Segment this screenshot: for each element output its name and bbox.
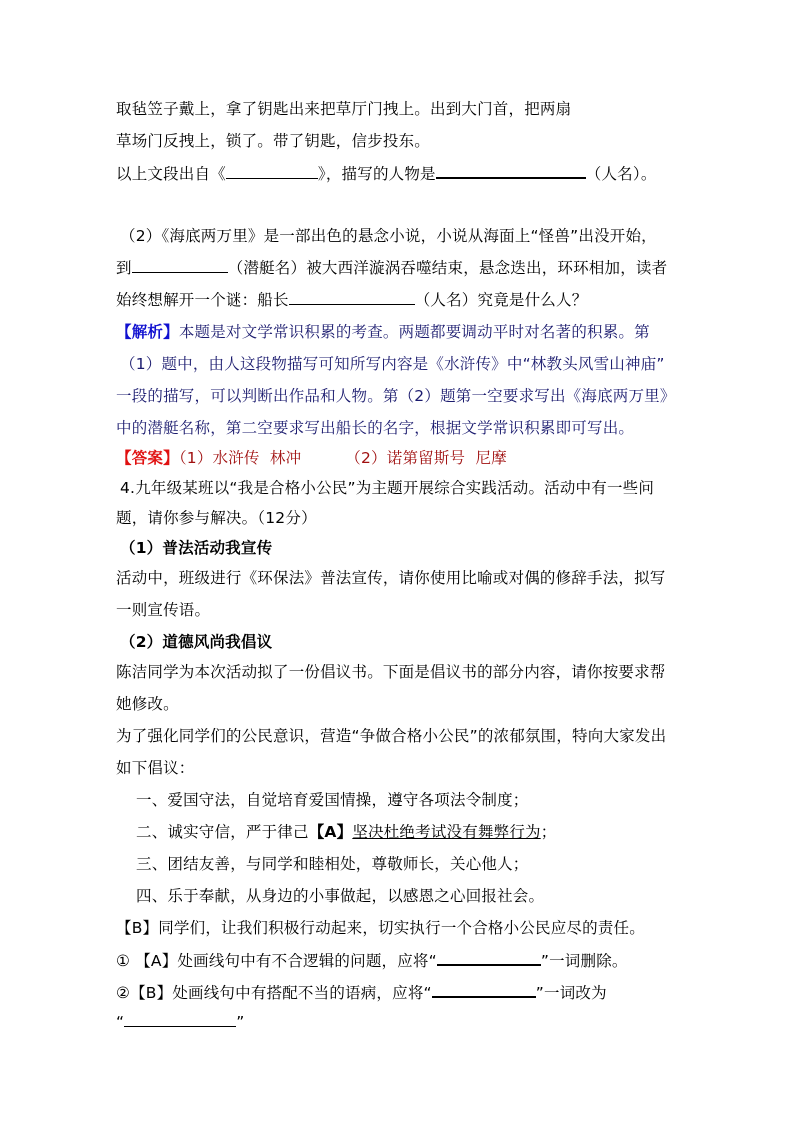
q4-sub1-line-2: 一则宣传语。 bbox=[116, 601, 211, 619]
answer-part-2: （2）诺第留斯号 尼摩 bbox=[345, 449, 507, 467]
q4-sub2-line-1: 陈洁同学为本次活动拟了一份倡议书。下面是倡议书的部分内容，请你按要求帮 bbox=[116, 663, 666, 681]
task-1-line bbox=[116, 950, 628, 971]
item2-text: 二、诚实守信，严于律己 bbox=[136, 823, 309, 841]
q4-sub2-line-2: 她修改。 bbox=[116, 695, 179, 713]
q1-prefix: 以上文段出自《 bbox=[116, 165, 226, 183]
answer-tag: 【答案】 bbox=[116, 449, 179, 467]
analysis-line-2: （1）题中，由人这段物描写可知所写内容是《水浒传》中“林教头风雪山神庙” bbox=[120, 355, 665, 373]
answer-blank-task2-original[interactable] bbox=[432, 982, 536, 998]
q4-line-1: 4.九年级某班以“我是合格小公民”为主题开展综合实践活动。活动中有一些问 bbox=[120, 479, 655, 497]
q1-suffix: （人名）。 bbox=[585, 165, 657, 183]
q2-line-2 bbox=[116, 258, 667, 278]
item2-mark: 【A】 bbox=[308, 823, 353, 841]
q4-line-2: 题，请你参与解决。（12分） bbox=[116, 509, 317, 527]
task1-prefix: ① 【A】处画线句中有不合逻辑的问题，应将“ bbox=[116, 952, 437, 970]
analysis-tag: 【解析】 bbox=[116, 323, 179, 341]
quote-close: ” bbox=[236, 1013, 245, 1031]
q2-line-1: （2）《海底两万里》是一部出色的悬念小说，小说从海面上“怪兽”出没开始， bbox=[120, 227, 657, 245]
proposal-intro-line-2: 如下倡议： bbox=[116, 759, 195, 777]
q2-prefix: 到 bbox=[116, 259, 132, 277]
answer-blank-person[interactable] bbox=[436, 163, 586, 179]
q2-suffix: （潜艇名）被大西洋漩涡吞噬结束，悬念迭出，环环相加，读者 bbox=[227, 259, 668, 277]
answer-part-1: （1）水浒传 林冲 bbox=[178, 449, 302, 467]
q4-sub1-line-1: 活动中，班级进行《环保法》普法宣传，请你使用比喻或对偶的修辞手法，拟写 bbox=[116, 569, 666, 587]
answer-blank-task1[interactable] bbox=[437, 950, 541, 966]
analysis-line-4: 中的潜艇名称，第二空要求写出船长的名字，根据文学常识积累即可写出。 bbox=[116, 419, 635, 437]
proposal-item-2 bbox=[136, 822, 556, 842]
proposal-intro-line-1: 为了强化同学们的公民意识，营造“争做合格小公民”的浓郁氛围，特向大家发出 bbox=[116, 727, 667, 745]
item2-end: ； bbox=[540, 823, 557, 841]
analysis-line-1 bbox=[116, 322, 650, 342]
task-2-line bbox=[116, 982, 607, 1003]
passage-line-2: 草场门反拽上，锁了。带了钥匙，信步投东。 bbox=[116, 132, 431, 150]
q4-sub1-title: （1）普法活动我宣传 bbox=[120, 539, 273, 557]
proposal-item-4: 四、乐于奉献，从身边的小事做起，以感恩之心回报社会。 bbox=[136, 887, 545, 905]
proposal-item-3: 三、团结友善，与同学和睦相处，尊敬师长，关心他人； bbox=[136, 855, 529, 873]
answer-blank-task2-replacement[interactable] bbox=[124, 1012, 236, 1027]
answer-line bbox=[116, 448, 507, 468]
answer-blank-submarine[interactable] bbox=[132, 258, 228, 273]
proposal-item-1: 一、爱国守法，自觉培育爱国情操，遵守各项法令制度； bbox=[136, 791, 529, 809]
passage-line-1: 取毡笠子戴上，拿了钥匙出来把草厅门拽上。出到大门首，把两扇 bbox=[116, 100, 572, 118]
q4-sub2-title: （2）道德风尚我倡议 bbox=[120, 633, 273, 651]
q1-mid: 》，描写的人物是 bbox=[317, 165, 436, 183]
answer-blank-book[interactable] bbox=[226, 164, 318, 179]
item2-underlined-sentence: 坚决杜绝考试没有舞弊行为 bbox=[352, 823, 541, 841]
q2-line-3 bbox=[116, 290, 587, 310]
question-1-line bbox=[116, 163, 657, 184]
answer-blank-captain[interactable] bbox=[289, 290, 415, 305]
task2-prefix: ②【B】处画线句中有搭配不当的语病，应将“ bbox=[116, 984, 432, 1002]
q2-l3-prefix: 始终想解开一个谜：船长 bbox=[116, 291, 289, 309]
task2-suffix: ”一词改为 bbox=[535, 984, 607, 1002]
proposal-closing: 【B】同学们，让我们积极行动起来，切实执行一个合格小公民应尽的责任。 bbox=[116, 919, 645, 937]
q2-l3-suffix: （人名）究竟是什么人？ bbox=[414, 291, 588, 309]
task1-suffix: ”一词删除。 bbox=[540, 952, 628, 970]
task-2-line-2 bbox=[116, 1012, 244, 1032]
analysis-line-3: 一段的描写，可以判断出作品和人物。第（2）题第一空要求写出《海底两万里》 bbox=[116, 387, 676, 405]
quote-open: “ bbox=[116, 1013, 125, 1031]
analysis-text-1: 本题是对文学常识积累的考查。两题都要调动平时对名著的积累。第 bbox=[178, 323, 650, 341]
